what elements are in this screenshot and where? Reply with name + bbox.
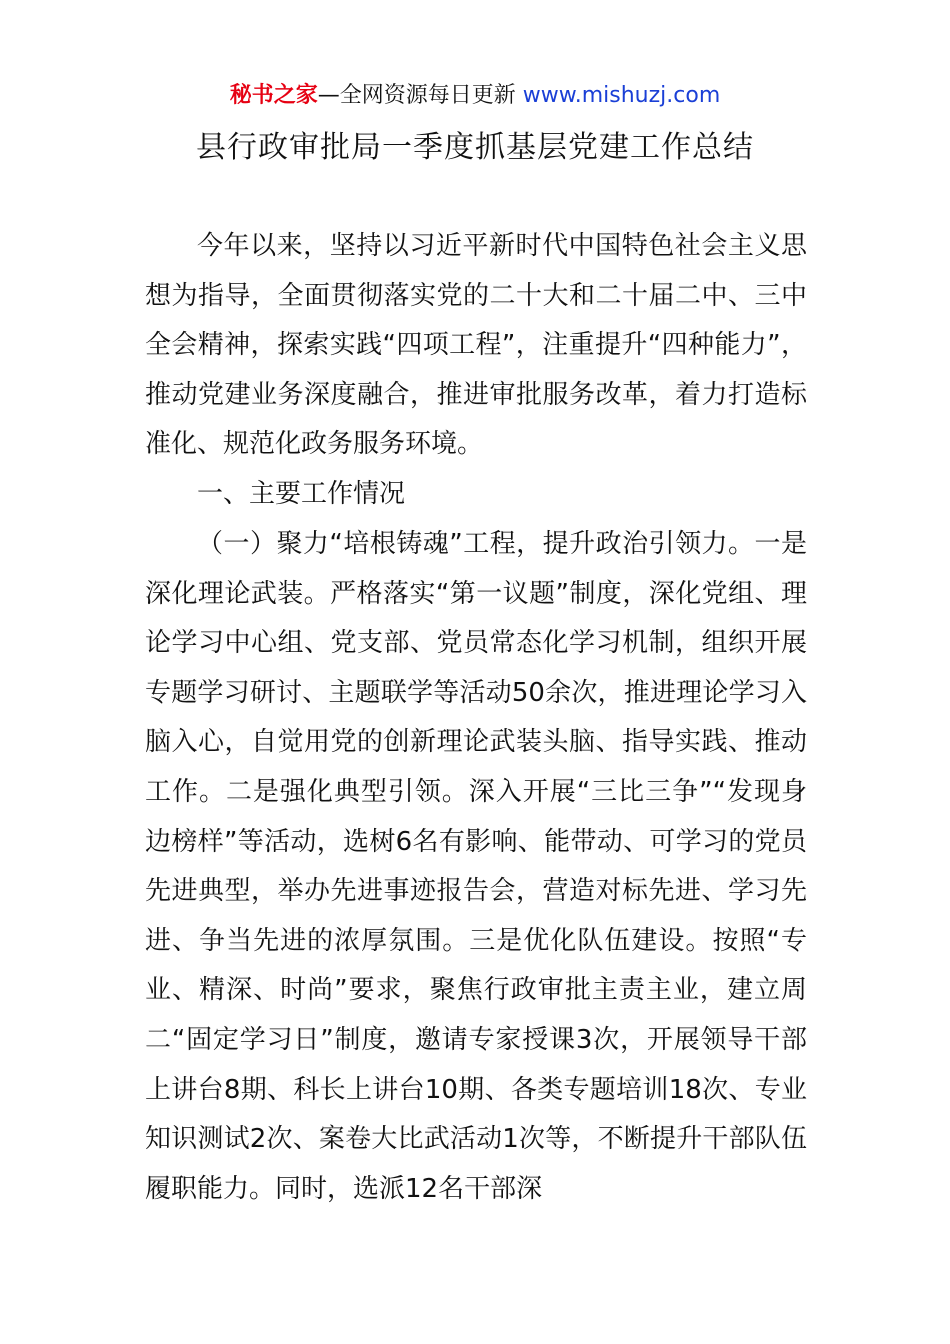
brand-name: 秘书之家 — [229, 83, 318, 108]
intro-paragraph: 今年以来，坚持以习近平新时代中国特色社会主义思想为指导，全面贯彻落实党的二十大和二十届二中、三中全会精神，探索实践“四项工程”，注重提升“四种能力”，推动党建业务深度融合，推进审批服务改革，着力打造标准化、规范化政务服务环境。 — [145, 231, 807, 460]
section-heading: 一、主要工作情况 — [197, 479, 406, 509]
site-header — [0, 80, 950, 112]
site-url-link[interactable]: www.mishuzj.com — [522, 83, 721, 108]
section-paragraph-block — [145, 520, 807, 1214]
section-paragraph: （一）聚力“培根铸魂”工程，提升政治引领力。一是深化理论武装。严格落实“第一议题”制度，深化党组、理论学习中心组、党支部、党员常态化学习机制，组织开展专题学习研讨、主题联学等活动50余次，推进理论学习入脑入心，自觉用党的创新理论武装头脑、指导实践、推动工作。二是强化典型引领。深入开展“三比三争”“发现身边榜样”等活动，选树6名有影响、能带动、可学习的党员先进典型，举办先进事迹报告会，营造对标先进、学习先进、争当先进的浓厚氛围。三是优化队伍建设。按照“专业、精深、时尚”要求，聚焦行政审批主责主业，建立周二“固定学习日”制度，邀请专家授课3次，开展领导干部上讲台8期、科长上讲台10期、各类专题培训18次、专业知识测试2次、案卷大比武活动1次等，不断提升干部队伍履职能力。同时，选派12名干部深 — [145, 529, 807, 1204]
intro-paragraph-block — [145, 222, 807, 470]
document-title: 县行政审批局一季度抓基层党建工作总结 — [196, 130, 754, 165]
header-tagline: —全网资源每日更新 — [317, 83, 523, 108]
section-heading-block — [145, 470, 807, 520]
